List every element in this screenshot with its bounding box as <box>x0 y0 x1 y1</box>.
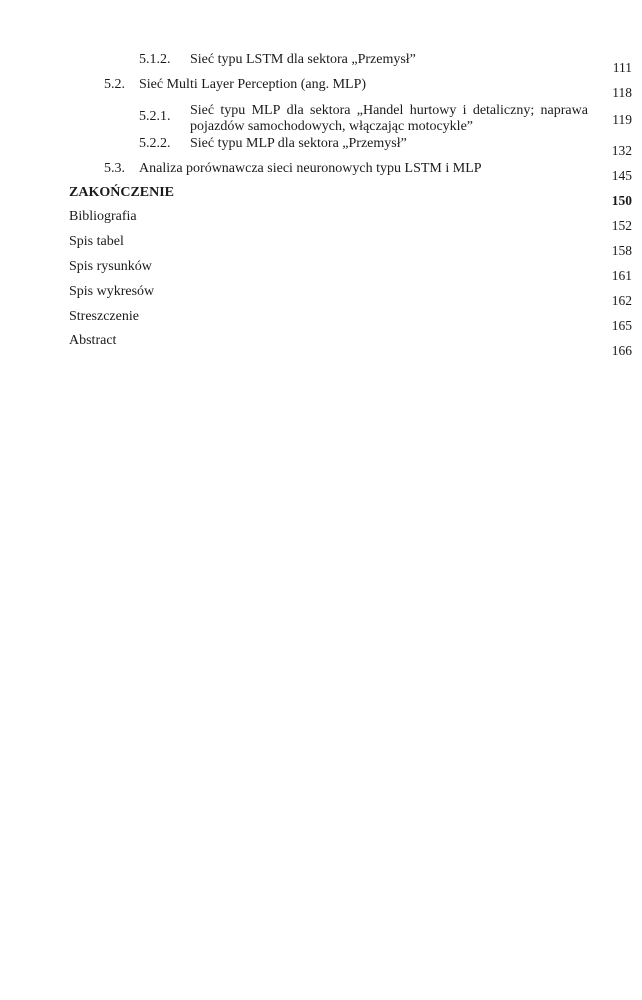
toc-number: 5.1.2. <box>139 52 171 67</box>
toc-title-line-2: pojazdów samochodowych, włączając motocykle” <box>190 119 474 134</box>
toc-number: 5.3. <box>104 161 125 176</box>
toc-page-number: 111 <box>612 60 632 75</box>
toc-page-number: 166 <box>611 343 632 358</box>
toc-page-number: 158 <box>611 243 632 258</box>
toc-title-word: hurtowy <box>409 103 457 118</box>
toc-title-word: dla <box>286 103 304 118</box>
toc-title: Abstract <box>69 333 117 348</box>
toc-title-word: sektora <box>310 103 351 118</box>
toc-page-number: 118 <box>612 85 632 100</box>
toc-title: Sieć Multi Layer Perception (ang. MLP) <box>139 77 367 92</box>
toc-title-word: naprawa <box>540 103 588 118</box>
toc-title-line-1 <box>190 103 588 119</box>
toc-title: Streszczenie <box>69 309 139 324</box>
toc-number: 5.2.1. <box>139 109 171 124</box>
toc-page-number: 162 <box>611 293 632 308</box>
toc-page-number: 119 <box>612 112 632 127</box>
toc-number: 5.2. <box>104 77 125 92</box>
toc-title-word: MLP <box>251 103 281 118</box>
toc-number: 5.2.2. <box>139 136 171 151</box>
toc-title: Analiza porównawcza sieci neuronowych typu LSTM i MLP <box>139 161 482 176</box>
toc-title-word: typu <box>220 103 246 118</box>
toc-title-word: i <box>462 103 467 118</box>
toc-title-word: Sieć <box>190 103 215 118</box>
toc-title: Sieć typu MLP dla sektora „Przemysł” <box>190 136 407 151</box>
toc-page-number: 161 <box>611 268 632 283</box>
toc-page-number: 152 <box>611 218 632 233</box>
toc-title: Spis tabel <box>69 234 124 249</box>
toc-title: Spis wykresów <box>69 284 155 299</box>
toc-title-word: „Handel <box>356 103 404 118</box>
toc-page-number: 165 <box>611 318 632 333</box>
toc-title: Sieć typu LSTM dla sektora „Przemysł” <box>190 52 416 67</box>
toc-title: Spis rysunków <box>69 259 152 274</box>
toc-title: ZAKOŃCZENIE <box>69 185 175 200</box>
toc-page-number: 132 <box>611 143 632 158</box>
toc-title-word: detaliczny; <box>472 103 535 118</box>
toc-page-number: 150 <box>611 193 632 208</box>
toc-title: Bibliografia <box>69 209 137 224</box>
toc-page-number: 145 <box>611 168 632 183</box>
